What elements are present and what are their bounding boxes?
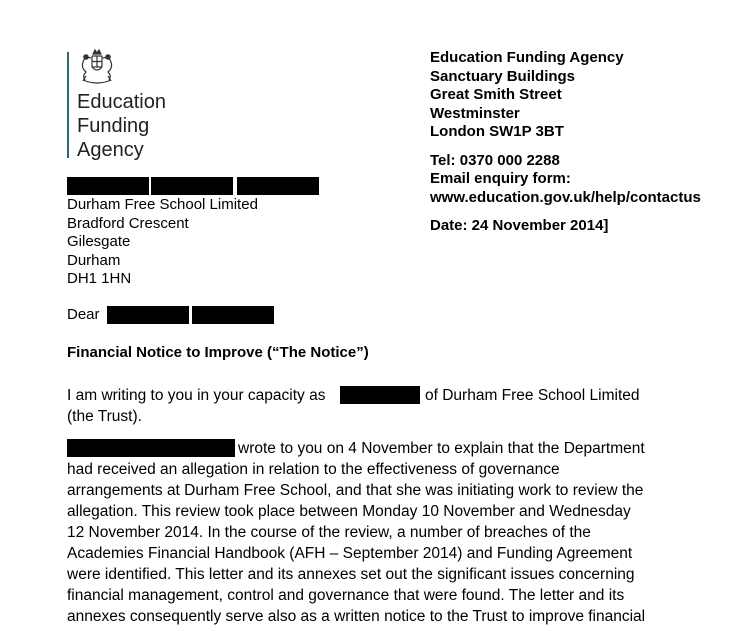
logo-line: Agency — [77, 139, 144, 161]
paragraph-line: arrangements at Durham Free School, and that she was initiating work to review the — [67, 482, 644, 499]
email-label: Email enquiry form: — [430, 170, 571, 187]
paragraph-line: Academies Financial Handbook (AFH – September 2014) and Funding Agreement — [67, 545, 633, 562]
paragraph-capacity — [67, 385, 737, 427]
letter-heading: Financial Notice to Improve (“The Notice”) — [67, 344, 369, 361]
redaction-block — [237, 177, 319, 195]
phone-line: Tel: 0370 000 2288 — [430, 151, 560, 169]
paragraph-text: (the Trust). — [67, 408, 142, 425]
paragraph-text: of Durham Free School Limited — [425, 387, 640, 404]
address-line: Gilesgate — [67, 233, 131, 250]
paragraph-review — [67, 438, 747, 627]
logo-line: Funding — [77, 115, 150, 137]
address-line: Durham Free School Limited — [67, 196, 258, 213]
paragraph-line: financial management, control and governance that were found. The letter and its — [67, 587, 625, 604]
letter-date: Date: 24 November 2014] — [430, 217, 609, 234]
redaction-block — [107, 306, 189, 324]
redaction-block — [151, 177, 233, 195]
logo-line: Education — [77, 91, 166, 113]
paragraph-line: were identified. This letter and its annexes set out the significant issues concerning — [67, 566, 635, 583]
paragraph-line: had received an allegation in relation to the effectiveness of governance — [67, 461, 560, 478]
paragraph-text: wrote to you on 4 November to explain that the Department — [238, 440, 645, 457]
recipient-address — [67, 196, 258, 289]
address-line: Sanctuary Buildings — [430, 67, 576, 85]
paragraph-line: allegation. This review took place between Monday 10 November and Wednesday — [67, 503, 631, 520]
salutation-text: Dear — [67, 306, 100, 323]
address-line: London SW1P 3BT — [430, 123, 564, 140]
redaction-block — [67, 439, 235, 457]
address-line: DH1 1HN — [67, 270, 132, 287]
sender-contact — [430, 152, 701, 208]
redaction-block — [340, 386, 420, 404]
address-line: Westminster — [430, 104, 520, 122]
royal-coat-of-arms-icon — [77, 48, 117, 86]
paragraph-line: annexes consequently serve also as a written notice to the Trust to improve financial — [67, 608, 646, 625]
address-line: Bradford Crescent — [67, 214, 189, 232]
sender-address — [430, 49, 701, 142]
redaction-block — [67, 177, 149, 195]
sender-block — [430, 49, 701, 236]
paragraph-text: I am writing to you in your capacity as — [67, 387, 326, 404]
address-line: Education Funding Agency — [430, 49, 624, 66]
contact-url[interactable]: www.education.gov.uk/help/contactus — [430, 188, 701, 206]
address-line: Great Smith Street — [430, 86, 562, 103]
address-line: Durham — [67, 251, 121, 269]
efa-logo — [67, 48, 197, 163]
logo-wordmark — [77, 90, 166, 162]
paragraph-line: 12 November 2014. In the course of the review, a number of breaches of the — [67, 524, 591, 541]
salutation — [67, 306, 100, 324]
logo-divider-bar — [67, 52, 69, 158]
redaction-block — [192, 306, 274, 324]
